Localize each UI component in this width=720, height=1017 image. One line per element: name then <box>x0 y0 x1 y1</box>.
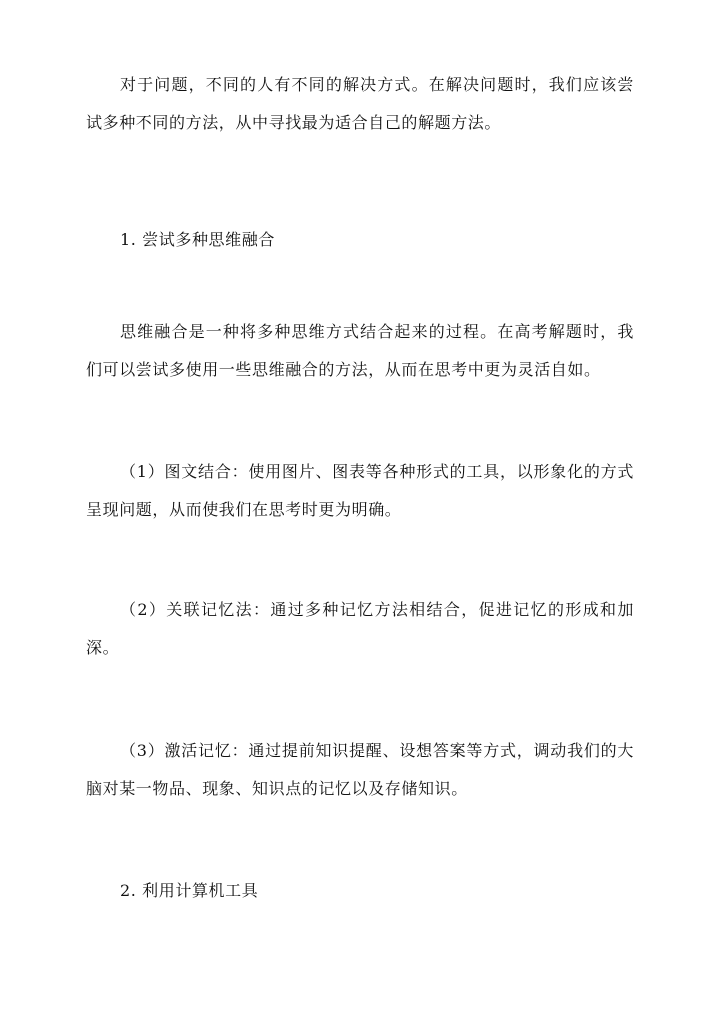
list-item-1-paragraph: （1）图文结合：使用图片、图表等各种形式的工具，以形象化的方式呈现问题，从而使我们在思考时更为明确。 <box>86 462 634 519</box>
thinking-fusion-paragraph: 思维融合是一种将多种思维方式结合起来的过程。在高考解题时，我们可以尝试多使用一些思维融合的方法，从而在思考中更为灵活自如。 <box>86 322 634 379</box>
section-heading-2: 2. 利用计算机工具 <box>120 881 259 900</box>
list-item-2-paragraph: （2）关联记忆法：通过多种记忆方法相结合，促进记忆的形成和加深。 <box>86 600 634 657</box>
list-item-3-paragraph: （3）激活记忆：通过提前知识提醒、设想答案等方式，调动我们的大脑对某一物品、现象、知识点的记忆以及存储知识。 <box>86 741 634 798</box>
intro-paragraph: 对于问题，不同的人有不同的解决方式。在解决问题时，我们应该尝试多种不同的方法，从中寻找最为适合自己的解题方法。 <box>86 75 634 132</box>
section-heading-1: 1. 尝试多种思维融合 <box>120 230 275 249</box>
